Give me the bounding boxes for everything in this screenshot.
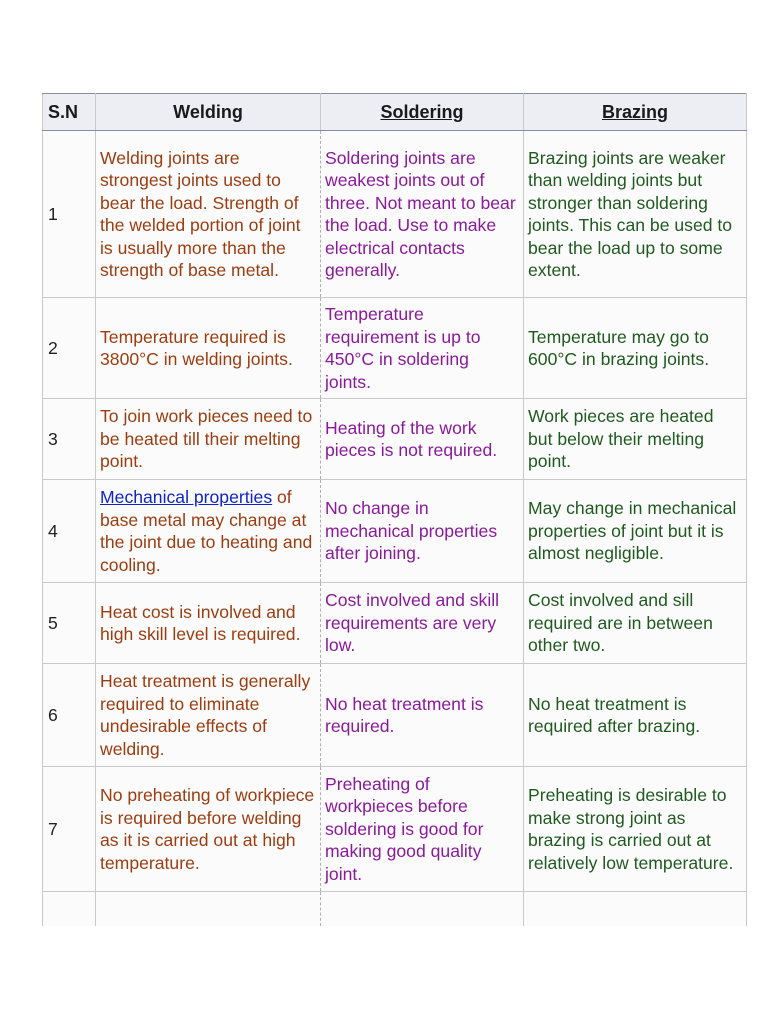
empty-cell [96,892,321,927]
brazing-cell: Work pieces are heated but below their melting point. [524,399,747,480]
welding-cell-text: of base metal may change at the joint due to heating and cooling. [100,487,313,575]
table-row [43,664,747,767]
brazing-cell: Temperature may go to 600°C in brazing joints. [524,298,747,399]
header-brazing-link[interactable]: Brazing [601,101,668,122]
brazing-cell: Cost involved and sill required are in between other two. [524,583,747,664]
soldering-cell: No heat treatment is required. [321,664,524,767]
soldering-cell: Heating of the work pieces is not required. [321,399,524,480]
mechanical-properties-link[interactable]: Mechanical properties [100,487,273,507]
row-sn: 2 [43,298,96,399]
header-welding: Welding [96,94,321,131]
welding-cell: To join work pieces need to be heated till their melting point. [96,399,321,480]
welding-cell: Heat cost is involved and high skill level is required. [96,583,321,664]
soldering-cell: Temperature requirement is up to 450°C in soldering joints. [321,298,524,399]
row-sn: 7 [43,767,96,892]
soldering-cell: Soldering joints are weakest joints out of three. Not meant to bear the load. Use to make electrical contacts generally. [321,131,524,298]
soldering-cell: Preheating of workpieces before soldering is good for making good quality joint. [321,767,524,892]
brazing-cell: May change in mechanical properties of joint but it is almost negligible. [524,480,747,583]
comparison-table [42,93,747,926]
table-row [43,583,747,664]
brazing-cell: Preheating is desirable to make strong joint as brazing is carried out at relatively low temperature. [524,767,747,892]
empty-row [43,892,747,927]
row-sn: 3 [43,399,96,480]
row-sn: 6 [43,664,96,767]
table-row [43,399,747,480]
welding-cell: Temperature required is 3800°C in welding joints. [96,298,321,399]
row-sn: 1 [43,131,96,298]
table-header-row [43,94,747,131]
header-sn: S.N [43,94,96,131]
row-sn: 5 [43,583,96,664]
header-soldering[interactable] [321,94,524,131]
welding-cell: Heat treatment is generally required to eliminate undesirable effects of welding. [96,664,321,767]
table-row [43,480,747,583]
soldering-cell: Cost involved and skill requirements are very low. [321,583,524,664]
empty-cell [524,892,747,927]
welding-cell [96,480,321,583]
table-row [43,131,747,298]
header-brazing[interactable] [524,94,747,131]
brazing-cell: Brazing joints are weaker than welding joints but stronger than soldering joints. This can be used to bear the load up to some extent. [524,131,747,298]
welding-cell: No preheating of workpiece is required before welding as it is carried out at high temperature. [96,767,321,892]
brazing-cell: No heat treatment is required after brazing. [524,664,747,767]
empty-cell [321,892,524,927]
empty-cell [43,892,96,927]
soldering-cell: No change in mechanical properties after joining. [321,480,524,583]
row-sn: 4 [43,480,96,583]
table-row [43,298,747,399]
welding-cell: Welding joints are strongest joints used to bear the load. Strength of the welded portion of joint is usually more than the strength of base metal. [96,131,321,298]
header-soldering-link[interactable]: Soldering [380,101,464,122]
table-row [43,767,747,892]
